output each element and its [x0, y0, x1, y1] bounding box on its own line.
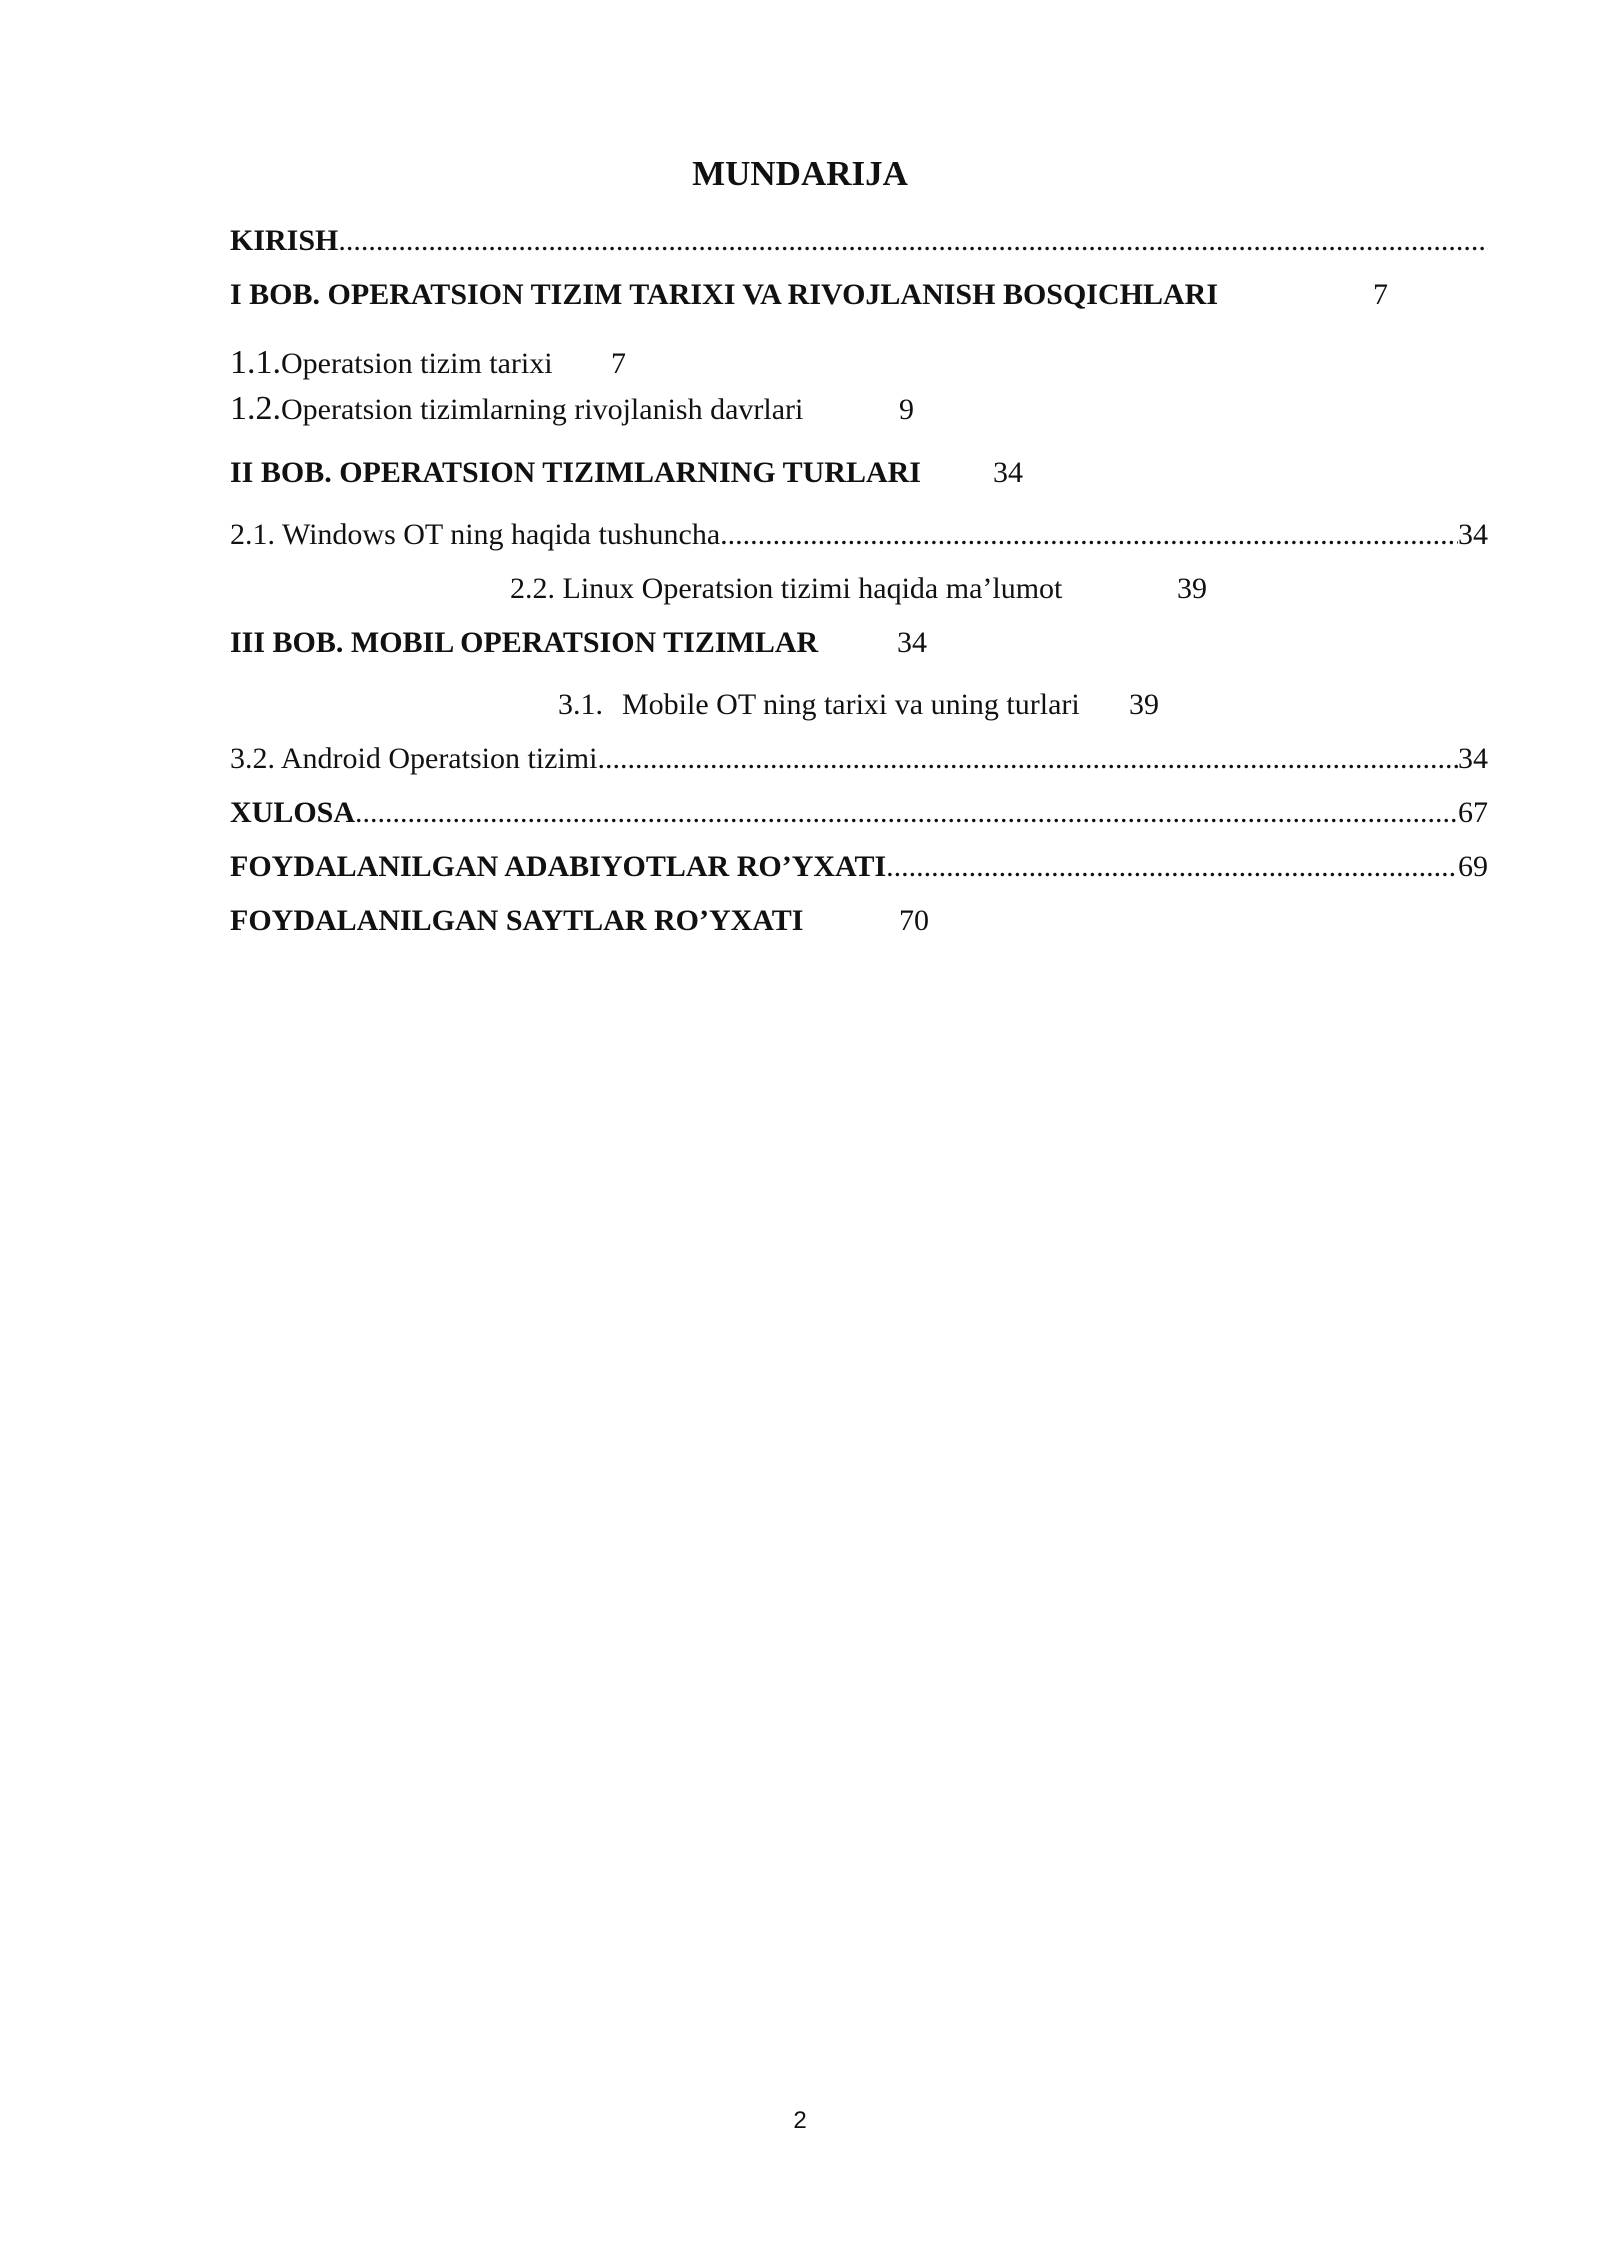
- toc-entry-xulosa[interactable]: [230, 794, 1488, 832]
- toc-entry-section-2-1[interactable]: [230, 516, 1488, 554]
- toc-page-chapter-2: 34: [993, 456, 1023, 489]
- page-number: 2: [793, 2107, 807, 2134]
- section-number: 1.2.: [230, 390, 281, 427]
- toc-page-chapter-1: 7: [1373, 278, 1388, 311]
- toc-page-websites: 70: [899, 904, 929, 937]
- toc-entry-websites[interactable]: [230, 902, 803, 940]
- dot-leader: [597, 740, 1458, 778]
- dot-leader: [886, 848, 1458, 886]
- toc-entry-chapter-1[interactable]: [230, 276, 1218, 314]
- toc-page-chapter-3: 34: [897, 626, 927, 659]
- page-title: MUNDARIJA: [692, 154, 908, 193]
- dot-leader: [355, 794, 1458, 832]
- toc-entry-section-3-1[interactable]: [558, 686, 603, 724]
- toc-label: FOYDALANILGAN ADABIYOTLAR RO’YXATI: [230, 850, 887, 883]
- toc-label: 3.2. Android Operatsion tizimi: [230, 742, 598, 775]
- toc-entry-section-3-2[interactable]: [230, 740, 1488, 778]
- toc-page-section-3-1: 39: [1129, 688, 1159, 721]
- dot-leader: [338, 222, 1488, 260]
- toc-entry-section-1-1[interactable]: [230, 344, 553, 383]
- toc-label: Operatsion tizim tarixi: [281, 347, 553, 380]
- toc-entry-chapter-3[interactable]: [230, 624, 818, 662]
- section-number: 3.1.: [558, 688, 603, 721]
- section-number: 1.1.: [230, 344, 281, 381]
- toc-page: 69: [1458, 850, 1488, 883]
- toc-page-section-2-2: 39: [1177, 572, 1207, 605]
- toc-page: 34: [1458, 518, 1488, 551]
- toc-page-section-1-1: 7: [611, 347, 626, 380]
- dot-leader: [720, 516, 1458, 554]
- toc-page: 67: [1458, 796, 1488, 829]
- toc-page: 34: [1458, 742, 1488, 775]
- toc-entry-references[interactable]: [230, 848, 1488, 886]
- toc-label: 2.2. Linux Operatsion tizimi haqida ma’lumot: [510, 572, 1063, 605]
- toc-entry-chapter-2[interactable]: [230, 454, 921, 492]
- toc-label: I BOB. OPERATSION TIZIM TARIXI VA RIVOJLANISH BOSQICHLARI: [230, 278, 1218, 311]
- toc-label: FOYDALANILGAN SAYTLAR RO’YXATI: [230, 904, 804, 937]
- toc-entry-kirish[interactable]: [230, 222, 1488, 260]
- toc-entry-section-2-2[interactable]: [510, 570, 1062, 608]
- toc-label: KIRISH: [230, 224, 339, 257]
- toc-label: 2.1. Windows OT ning haqida tushuncha: [230, 518, 721, 551]
- toc-label: II BOB. OPERATSION TIZIMLARNING TURLARI: [230, 456, 921, 489]
- toc-label: III BOB. MOBIL OPERATSION TIZIMLAR: [230, 626, 819, 659]
- toc-page-section-1-2: 9: [899, 393, 914, 426]
- toc-label: Operatsion tizimlarning rivojlanish davrlari: [281, 393, 804, 426]
- toc-label: XULOSA: [230, 796, 356, 829]
- toc-label-section-3-1: Mobile OT ning tarixi va uning turlari: [622, 688, 1080, 721]
- toc-entry-section-1-2[interactable]: [230, 390, 803, 429]
